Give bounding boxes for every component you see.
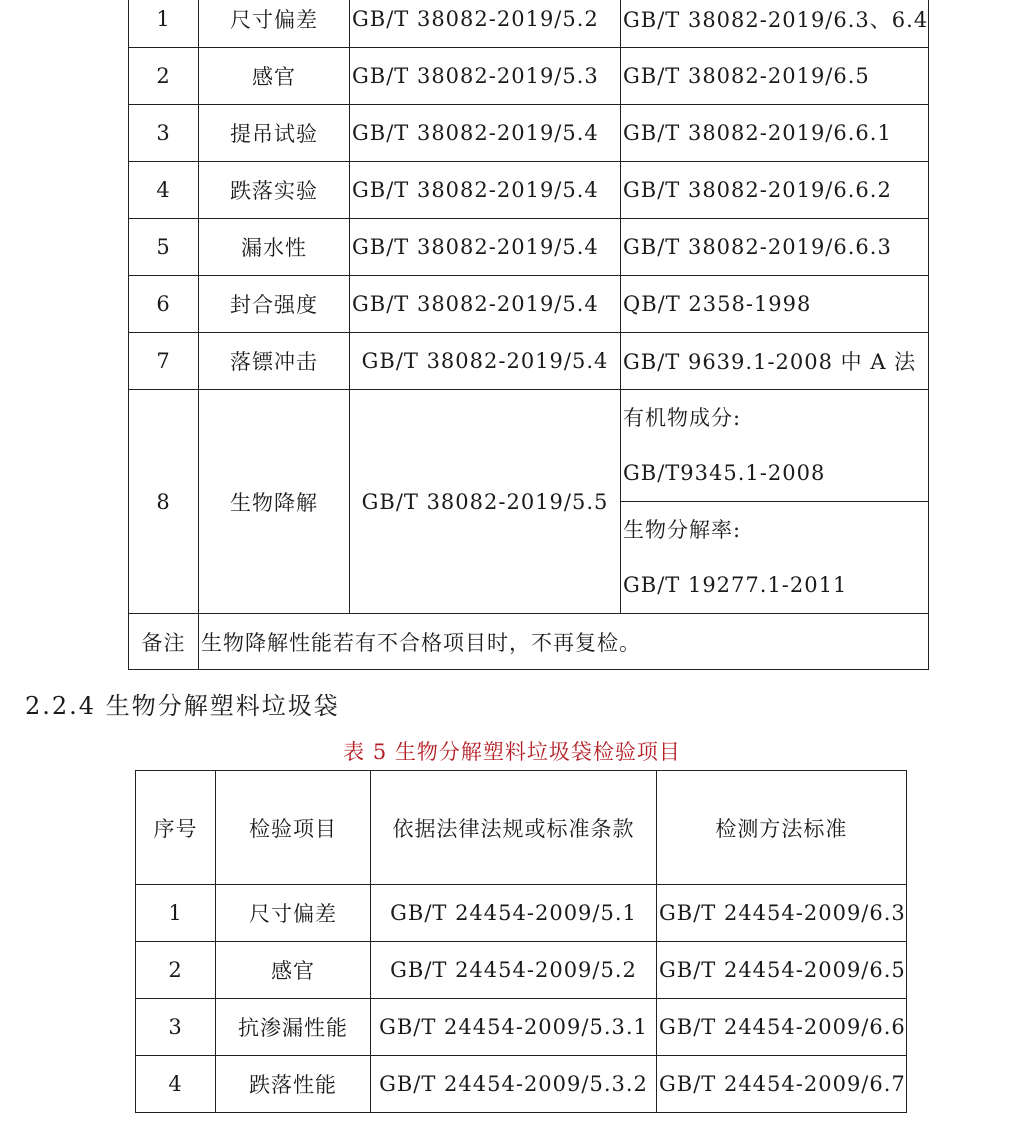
standard-clause: GB/T 38082-2019/5.4 xyxy=(350,105,621,162)
table-row xyxy=(129,333,929,390)
biodegradation-standard: GB/T 19277.1-2011 xyxy=(623,572,848,597)
inspection-item: 感官 xyxy=(199,48,350,105)
inspection-item: 封合强度 xyxy=(199,276,350,333)
inspection-item: 感官 xyxy=(216,942,371,999)
table-4-continued xyxy=(128,0,929,670)
row-number: 6 xyxy=(129,276,199,333)
standard-clause: GB/T 38082-2019/5.3 xyxy=(350,48,621,105)
biodegradation-label: 生物分解率: xyxy=(623,517,742,542)
test-method: GB/T 24454-2009/6.7 xyxy=(657,1056,907,1113)
header-item: 检验项目 xyxy=(216,771,371,885)
header-number: 序号 xyxy=(136,771,216,885)
test-method: GB/T 38082-2019/6.6.3 xyxy=(621,219,929,276)
test-method: QB/T 2358-1998 xyxy=(621,276,929,333)
table-row xyxy=(129,219,929,276)
table-row xyxy=(136,1056,907,1113)
table-row xyxy=(129,276,929,333)
row-number: 4 xyxy=(136,1056,216,1113)
standard-clause: GB/T 24454-2009/5.3.2 xyxy=(371,1056,657,1113)
remark-text: 生物降解性能若有不合格项目时，不再复检。 xyxy=(199,614,929,670)
inspection-item: 跌落实验 xyxy=(199,162,350,219)
standard-clause: GB/T 38082-2019/5.4 xyxy=(350,219,621,276)
inspection-item: 提吊试验 xyxy=(199,105,350,162)
row-number: 7 xyxy=(129,333,199,390)
inspection-item: 生物降解 xyxy=(199,390,350,614)
table-row xyxy=(129,48,929,105)
inspection-item: 尺寸偏差 xyxy=(216,885,371,942)
table-row xyxy=(136,942,907,999)
test-method: GB/T 38082-2019/6.5 xyxy=(621,48,929,105)
inspection-item: 跌落性能 xyxy=(216,1056,371,1113)
row-number: 4 xyxy=(129,162,199,219)
row-number: 2 xyxy=(136,942,216,999)
test-method-biodegradation xyxy=(621,502,929,614)
table-row xyxy=(129,105,929,162)
table-row xyxy=(136,999,907,1056)
row-number: 5 xyxy=(129,219,199,276)
test-method: GB/T 9639.1-2008 中 A 法 xyxy=(621,333,929,390)
row-number: 3 xyxy=(136,999,216,1056)
test-method: GB/T 24454-2009/6.3 xyxy=(657,885,907,942)
table-5-caption: 表 5 生物分解塑料垃圾袋检验项目 xyxy=(343,740,681,764)
standard-clause: GB/T 24454-2009/5.1 xyxy=(371,885,657,942)
test-method: GB/T 38082-2019/6.6.1 xyxy=(621,105,929,162)
inspection-item: 抗渗漏性能 xyxy=(216,999,371,1056)
organic-standard: GB/T9345.1-2008 xyxy=(623,460,826,485)
table-5 xyxy=(135,770,907,1113)
standard-clause: GB/T 38082-2019/5.4 xyxy=(350,162,621,219)
header-method: 检测方法标准 xyxy=(657,771,907,885)
test-method-organic xyxy=(621,390,929,502)
standard-clause: GB/T 38082-2019/5.4 xyxy=(350,276,621,333)
row-number: 1 xyxy=(129,0,199,48)
standard-clause: GB/T 38082-2019/5.5 xyxy=(350,390,621,614)
section-heading: 2.2.4 生物分解塑料垃圾袋 xyxy=(25,692,340,720)
standard-clause: GB/T 24454-2009/5.2 xyxy=(371,942,657,999)
inspection-item: 落镖冲击 xyxy=(199,333,350,390)
table-row xyxy=(136,885,907,942)
test-method: GB/T 38082-2019/6.3、6.4 xyxy=(621,0,929,48)
row-number: 1 xyxy=(136,885,216,942)
test-method: GB/T 24454-2009/6.6 xyxy=(657,999,907,1056)
table-row xyxy=(129,390,929,502)
standard-clause: GB/T 38082-2019/5.2 xyxy=(350,0,621,48)
row-number: 2 xyxy=(129,48,199,105)
standard-clause: GB/T 24454-2009/5.3.1 xyxy=(371,999,657,1056)
row-number: 3 xyxy=(129,105,199,162)
remark-row xyxy=(129,614,929,670)
header-clause: 依据法律法规或标准条款 xyxy=(371,771,657,885)
inspection-item: 尺寸偏差 xyxy=(199,0,350,48)
test-method: GB/T 24454-2009/6.5 xyxy=(657,942,907,999)
table-row xyxy=(129,162,929,219)
test-method: GB/T 38082-2019/6.6.2 xyxy=(621,162,929,219)
table-row xyxy=(129,0,929,48)
organic-label: 有机物成分: xyxy=(623,405,742,430)
inspection-item: 漏水性 xyxy=(199,219,350,276)
remark-label: 备注 xyxy=(129,614,199,670)
table-header-row xyxy=(136,771,907,885)
row-number: 8 xyxy=(129,390,199,614)
standard-clause: GB/T 38082-2019/5.4 xyxy=(350,333,621,390)
